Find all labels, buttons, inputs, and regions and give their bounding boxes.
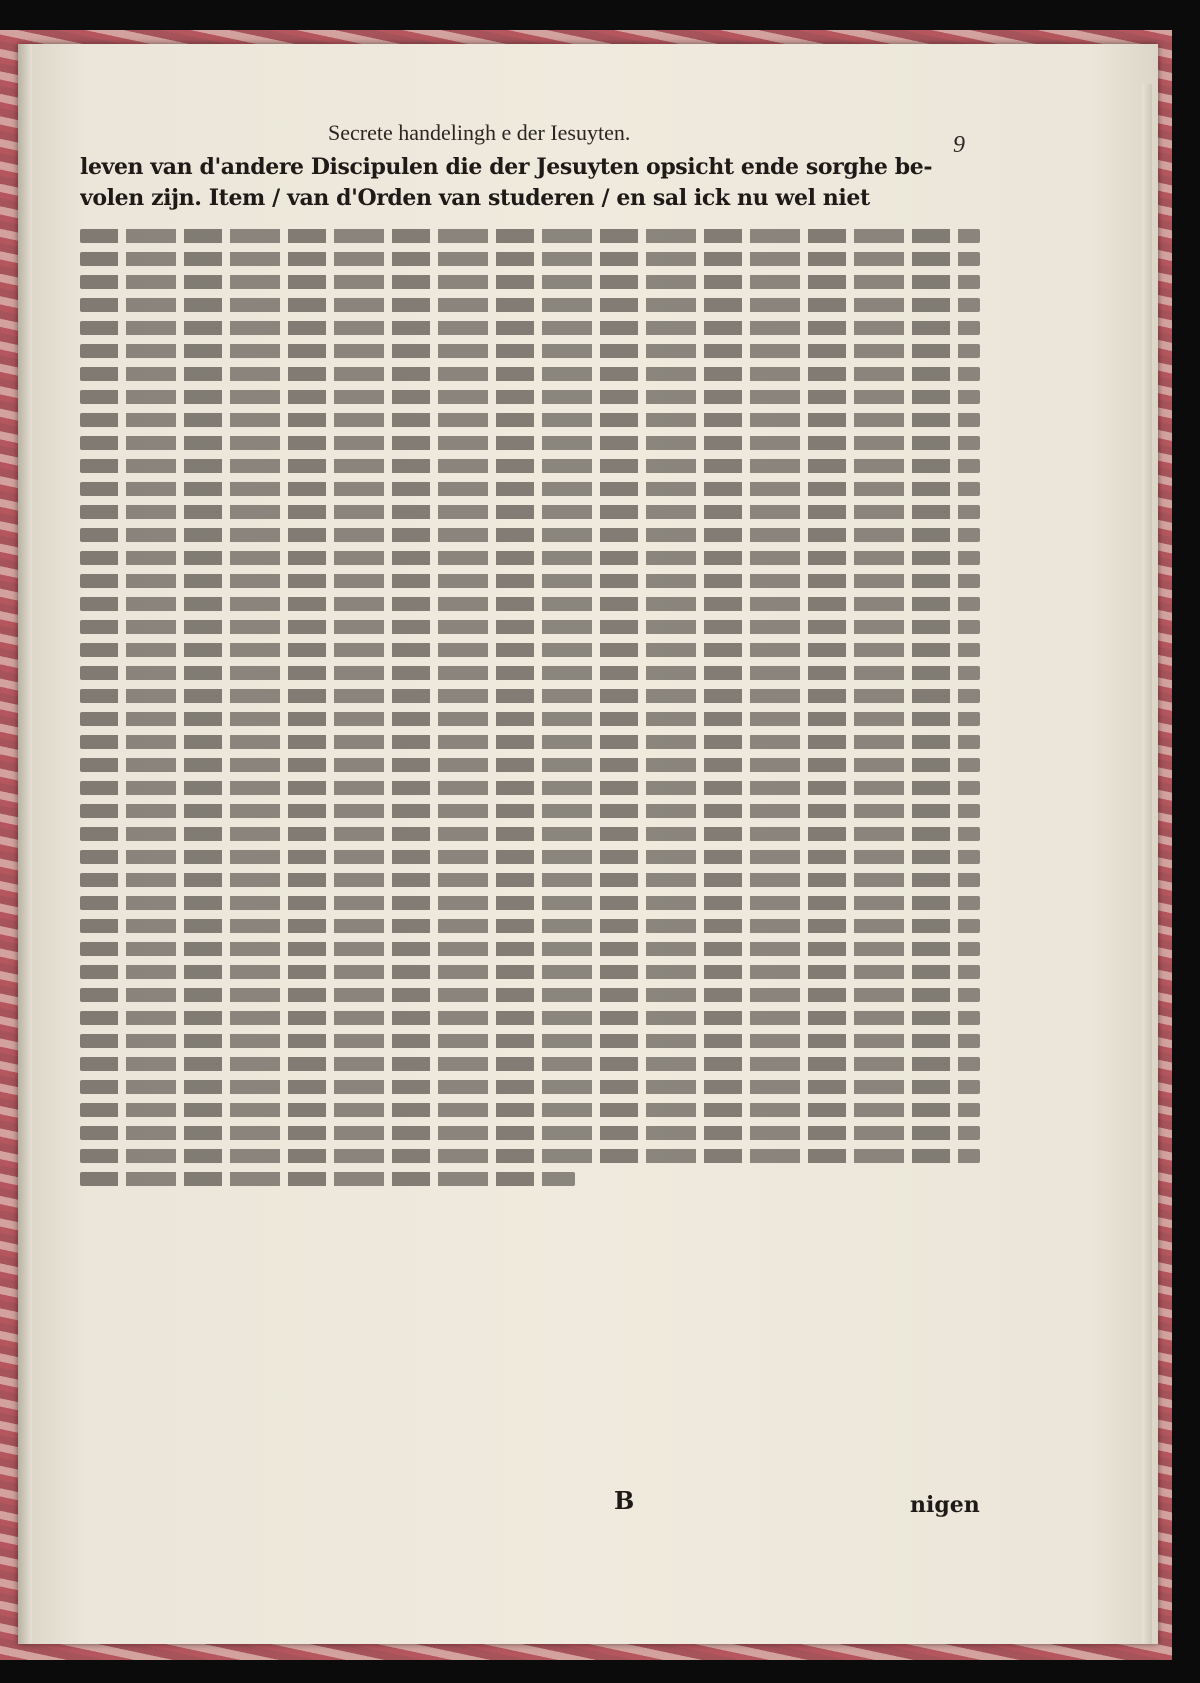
untranscribed-line <box>80 482 980 496</box>
untranscribed-line <box>80 666 980 680</box>
untranscribed-line <box>80 919 980 933</box>
untranscribed-line <box>80 965 980 979</box>
untranscribed-line <box>80 1172 575 1186</box>
untranscribed-line <box>80 942 980 956</box>
untranscribed-line <box>80 850 980 864</box>
untranscribed-line <box>80 413 980 427</box>
untranscribed-line <box>80 758 980 772</box>
untranscribed-line <box>80 1103 980 1117</box>
untranscribed-line <box>80 873 980 887</box>
untranscribed-line <box>80 689 980 703</box>
untranscribed-line <box>80 988 980 1002</box>
untranscribed-line <box>80 597 980 611</box>
page-edge <box>1142 84 1152 1644</box>
untranscribed-line <box>80 574 980 588</box>
untranscribed-line <box>80 1149 980 1163</box>
untranscribed-line <box>80 620 980 634</box>
untranscribed-line <box>80 1011 980 1025</box>
page-gutter <box>18 44 32 1644</box>
untranscribed-line <box>80 896 980 910</box>
running-head: Secrete handelingh e der Iesuyten. <box>328 120 631 145</box>
untranscribed-line <box>80 712 980 726</box>
untranscribed-line <box>80 229 980 243</box>
untranscribed-line <box>80 781 980 795</box>
untranscribed-line <box>80 1057 980 1071</box>
untranscribed-text-lines <box>80 220 980 1194</box>
untranscribed-line <box>80 551 980 565</box>
book-page <box>18 44 1158 1644</box>
untranscribed-line <box>80 459 980 473</box>
untranscribed-line <box>80 367 980 381</box>
untranscribed-line <box>80 321 980 335</box>
untranscribed-line <box>80 643 980 657</box>
untranscribed-line <box>80 1126 980 1140</box>
untranscribed-line <box>80 528 980 542</box>
body-text <box>80 152 980 214</box>
untranscribed-line <box>80 298 980 312</box>
untranscribed-line <box>80 804 980 818</box>
untranscribed-line <box>80 505 980 519</box>
catchword: nigen <box>910 1492 980 1518</box>
signature-mark: B <box>614 1486 635 1515</box>
untranscribed-line <box>80 275 980 289</box>
untranscribed-line <box>80 344 980 358</box>
untranscribed-line <box>80 436 980 450</box>
text-line: leven van d'andere Discipulen die der Jesuyten opsicht ende sorghe be- <box>80 154 933 180</box>
untranscribed-line <box>80 827 980 841</box>
untranscribed-line <box>80 1080 980 1094</box>
untranscribed-line <box>80 390 980 404</box>
untranscribed-line <box>80 735 980 749</box>
text-line: volen zijn. Item / van d'Orden van studeren / en sal ick nu wel niet <box>80 185 870 211</box>
untranscribed-line <box>80 1034 980 1048</box>
untranscribed-line <box>80 252 980 266</box>
page-number: 9 <box>953 132 965 158</box>
